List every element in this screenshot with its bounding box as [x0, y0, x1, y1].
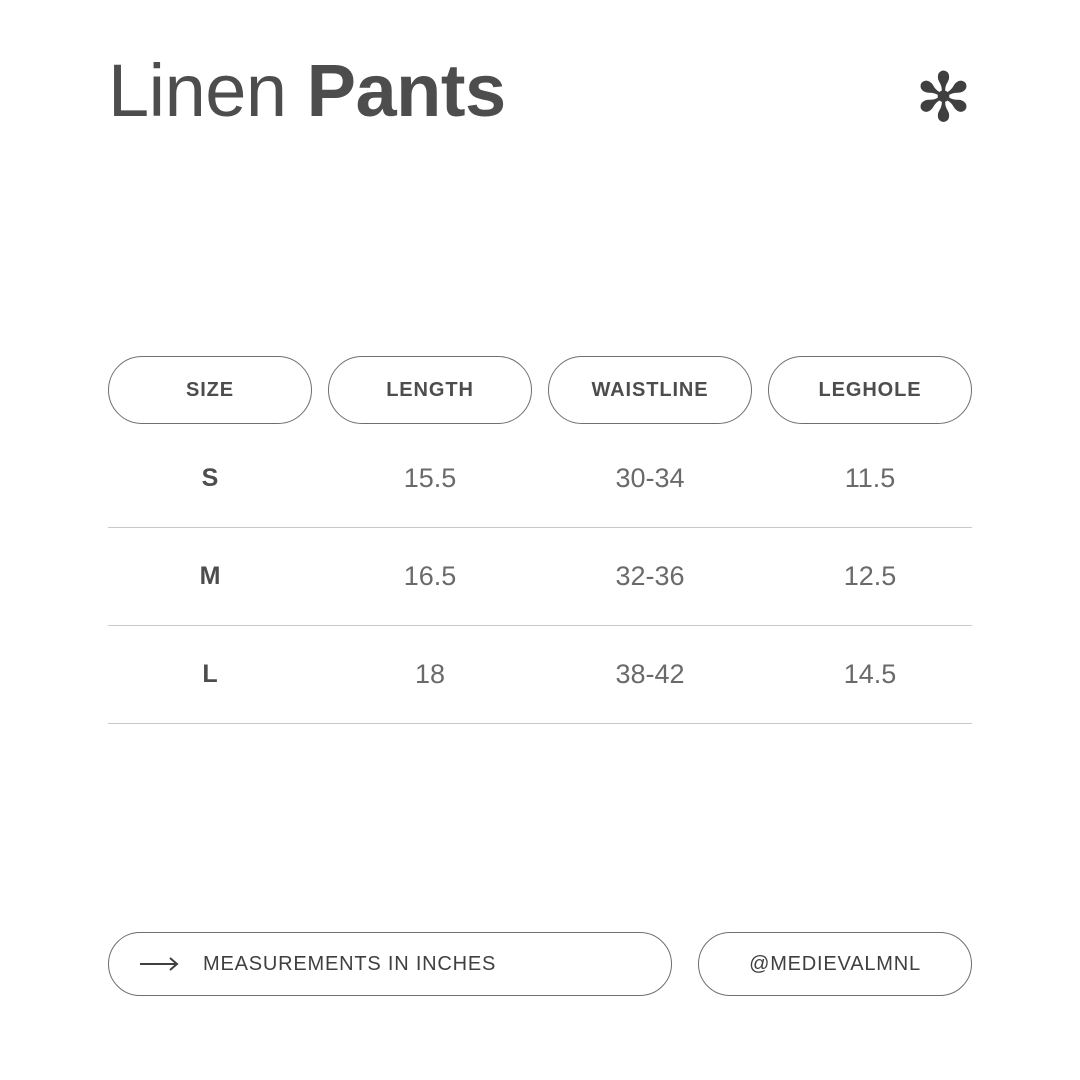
cell-leghole: 11.5 [844, 463, 896, 493]
page-title [108, 49, 506, 132]
column-header-leghole: LEGHOLE [768, 356, 972, 424]
cell-length: 16.5 [403, 561, 457, 591]
table-body [108, 430, 972, 724]
social-handle[interactable]: @MEDIEVALMNL [698, 932, 972, 996]
cell-size: L [202, 660, 218, 688]
table-row [108, 430, 972, 528]
table-row [108, 528, 972, 626]
cell-waistline: 30-34 [615, 463, 685, 493]
column-header-length: LENGTH [328, 356, 532, 424]
cell-length: 15.5 [403, 463, 457, 493]
measurements-note [108, 932, 672, 996]
table-header-row [108, 356, 972, 424]
page-footer [108, 932, 972, 996]
cell-leghole: 14.5 [843, 659, 897, 689]
measurements-note-text: MEASUREMENTS IN INCHES [203, 952, 497, 975]
arrow-right-icon [139, 957, 183, 971]
column-header-waistline: WAISTLINE [548, 356, 752, 424]
cell-size: M [199, 562, 221, 590]
cell-size: S [201, 464, 219, 492]
page-title-bold: Pants [306, 49, 506, 132]
page-title-thin: Linen [108, 49, 307, 132]
cell-waistline: 38-42 [615, 659, 685, 689]
size-chart-table [108, 356, 972, 724]
cell-waistline: 32-36 [615, 561, 685, 591]
cell-length: 18 [414, 659, 446, 689]
asterisk-icon: ✻ [915, 60, 972, 136]
table-row [108, 626, 972, 724]
page-header [108, 49, 972, 136]
cell-leghole: 12.5 [843, 561, 897, 591]
column-header-size: SIZE [108, 356, 312, 424]
